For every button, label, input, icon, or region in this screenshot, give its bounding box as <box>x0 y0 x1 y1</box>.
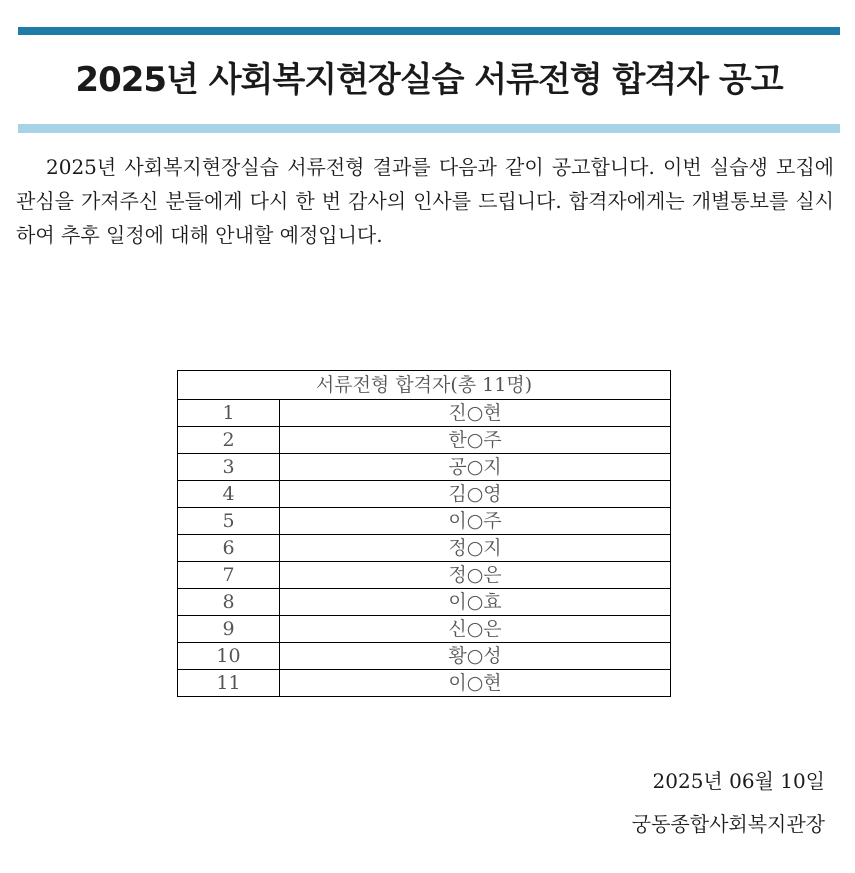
organization-name: 궁동종합사회복지관장 <box>631 812 825 836</box>
table-row <box>178 481 671 508</box>
table-row <box>178 508 671 535</box>
applicant-name: 김○영 <box>280 481 671 508</box>
table-row <box>178 616 671 643</box>
row-number: 4 <box>178 481 280 508</box>
row-number: 7 <box>178 562 280 589</box>
table-row <box>178 589 671 616</box>
table-row <box>178 670 671 697</box>
applicant-name: 신○은 <box>280 616 671 643</box>
row-number: 6 <box>178 535 280 562</box>
table-row <box>178 427 671 454</box>
row-number: 11 <box>178 670 280 697</box>
applicant-table <box>177 370 671 697</box>
applicant-name: 이○효 <box>280 589 671 616</box>
table-row <box>178 562 671 589</box>
row-number: 3 <box>178 454 280 481</box>
applicant-name: 정○은 <box>280 562 671 589</box>
applicant-name: 정○지 <box>280 535 671 562</box>
applicant-name: 한○주 <box>280 427 671 454</box>
applicant-name: 황○성 <box>280 643 671 670</box>
table-body <box>178 400 671 697</box>
row-number: 5 <box>178 508 280 535</box>
applicant-name: 진○현 <box>280 400 671 427</box>
table-row <box>178 643 671 670</box>
page-title: 2025년 사회복지현장실습 서류전형 합격자 공고 <box>75 60 783 100</box>
top-divider-bar <box>18 27 840 35</box>
row-number: 1 <box>178 400 280 427</box>
bottom-divider-bar <box>18 124 840 133</box>
announcement-date: 2025년 06월 10일 <box>652 769 825 793</box>
intro-paragraph: 2025년 사회복지현장실습 서류전형 결과를 다음과 같이 공고합니다. 이번 실습생 모집에 관심을 가져주신 분들에게 다시 한 번 감사의 인사를 드립니다. 합격자에게는 개별통보를 실시하여 추후 일정에 대해 안내할 예정입니다. <box>16 155 834 247</box>
table-row <box>178 454 671 481</box>
table-row <box>178 400 671 427</box>
table-header-row <box>178 371 671 400</box>
applicant-name: 이○현 <box>280 670 671 697</box>
row-number: 9 <box>178 616 280 643</box>
table-header: 서류전형 합격자(총 11명) <box>178 371 671 400</box>
row-number: 8 <box>178 589 280 616</box>
row-number: 2 <box>178 427 280 454</box>
table-row <box>178 535 671 562</box>
applicant-name: 공○지 <box>280 454 671 481</box>
row-number: 10 <box>178 643 280 670</box>
applicant-name: 이○주 <box>280 508 671 535</box>
